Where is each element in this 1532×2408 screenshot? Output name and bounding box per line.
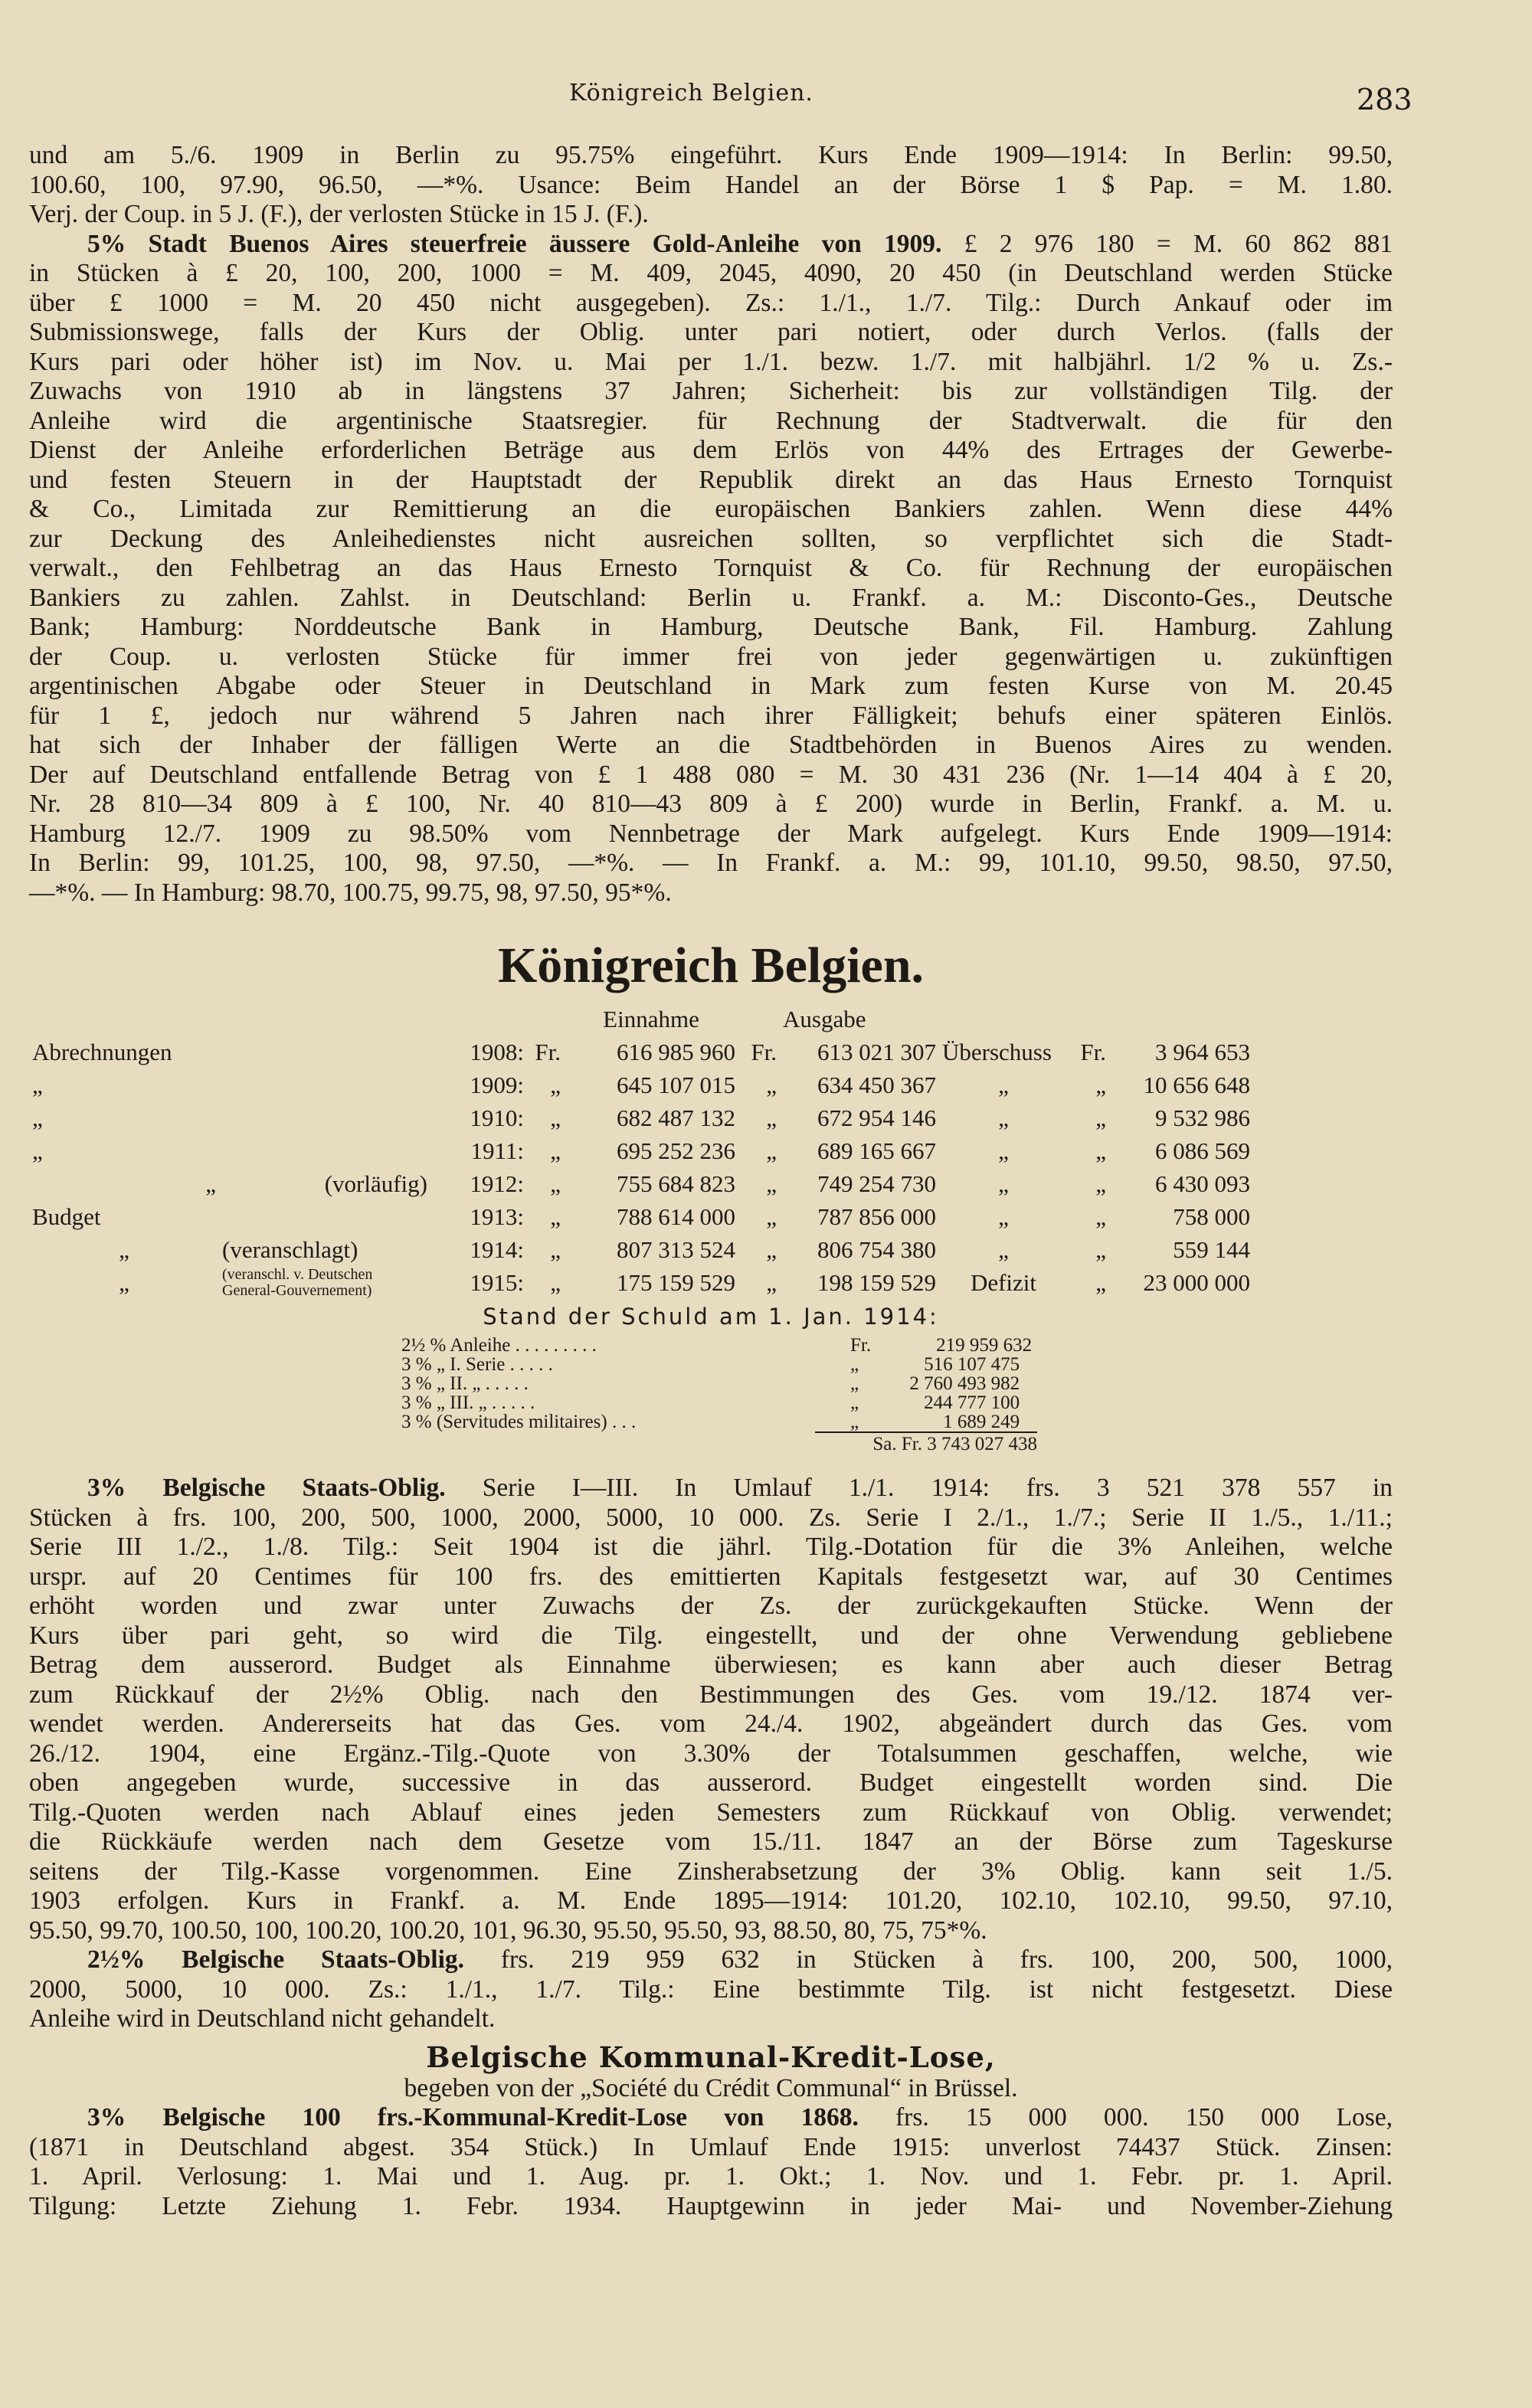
row-diff: 6 086 569: [1155, 1137, 1250, 1164]
debt-row: [401, 1393, 1393, 1412]
text-span: frs. 219 959 632 in Stücken à frs. 100, 200, 500, 1000,: [500, 1945, 1393, 1974]
text-line: 26./12. 1904, eine Ergänz.-Tilg.-Quote von 3.30% der Totalsummen geschaffen, welche, wie: [29, 1739, 1393, 1768]
row-cur: „: [766, 1071, 777, 1098]
debt-label: 3 % (Servitudes militaires) . . .: [401, 1412, 637, 1432]
text-line: Kurs über pari geht, so wird die Tilg. eingestellt, und der ohne Verwendung gebliebene: [29, 1621, 1393, 1650]
table-row: [29, 1036, 1253, 1068]
row-year: 1915:: [470, 1269, 524, 1296]
row-cur: „: [550, 1269, 561, 1296]
table-row: [29, 1167, 1253, 1200]
section-title: Königreich Belgien.: [497, 937, 925, 993]
text-line: und am 5./6. 1909 in Berlin zu 95.75% eingeführt. Kurs Ende 1909—1914: In Berlin: 99.50,: [29, 141, 1393, 169]
page-number: 283: [1357, 83, 1413, 116]
row-label: „: [32, 1137, 43, 1164]
row-sub: [219, 1036, 430, 1068]
budget-table: [29, 1003, 1253, 1299]
text-line: urspr. auf 20 Centimes für 100 frs. des emittierten Kapitals festgesetzt war, auf 30 Centimes: [29, 1562, 1393, 1591]
row-diff: 9 532 986: [1155, 1104, 1250, 1131]
row-year: 1909:: [470, 1071, 524, 1098]
row-einnahme: 788 614 000: [617, 1203, 735, 1230]
row-kind: „: [998, 1104, 1009, 1131]
debt-label: 2½ % Anleihe . . . . . . . . .: [401, 1335, 597, 1356]
text-line: Kurs pari oder höher ist) im Nov. u. Mai per 1./1. bezw. 1./7. mit halbjährl. 1/2 % u. Zs.-: [29, 347, 1393, 376]
text-line: Submissionswege, falls der Kurs der Oblig. unter pari notiert, oder durch Verlos. (falls der: [29, 318, 1393, 346]
text-line: Bankiers zu zahlen. Zahlst. in Deutschland: Berlin u. Frankf. a. M.: Disconto-Ges., Deutsche: [29, 583, 1393, 612]
row-cur: „: [766, 1170, 777, 1197]
text-line: verwalt., den Fehlbetrag an das Haus Ernesto Tornquist & Co. für Rechnung der europäischen: [29, 554, 1393, 582]
row-cur: „: [1095, 1104, 1106, 1131]
row-cur: „: [550, 1170, 561, 1197]
row-year: 1910:: [470, 1104, 524, 1131]
text-line: Nr. 28 810—34 809 à £ 100, Nr. 40 810—43 809 à £ 200) wurde in Berlin, Frankf. a. M. u.: [29, 790, 1393, 818]
text-line: Tilg.-Quoten werden nach Ablauf eines jeden Semesters zum Rückkauf von Oblig. verwendet;: [29, 1798, 1393, 1827]
row-ausgabe: 689 165 667: [817, 1137, 936, 1164]
row-kind: „: [998, 1170, 1009, 1197]
row-diff: 559 144: [1173, 1236, 1250, 1263]
header-title: Königreich Belgien.: [569, 80, 813, 106]
row-einnahme: 682 487 132: [617, 1104, 735, 1131]
text-span: frs. 15 000 000. 150 000 Lose,: [895, 2103, 1393, 2132]
row-cur: „: [766, 1137, 777, 1164]
row-year: 1911:: [470, 1137, 524, 1164]
row-einnahme: 807 313 524: [617, 1236, 735, 1263]
text-line: argentinischen Abgabe oder Steuer in Deutschland in Mark zum festen Kurse von M. 20.45: [29, 672, 1393, 700]
row-year: 1912:: [470, 1170, 524, 1197]
buenos-aires-block: [29, 230, 1393, 908]
text-line: Verj. der Coup. in 5 J. (F.), der verlosten Stücke in 15 J. (F.).: [29, 200, 649, 228]
entry-title: 3% Belgische Staats-Oblig.: [87, 1474, 446, 1502]
row-cur: Fr.: [1080, 1039, 1106, 1065]
row-label: „: [32, 1071, 43, 1098]
row-sub: (veranschl. v. Deutschen General-Gouvernement): [222, 1265, 373, 1299]
text-line: (1871 in Deutschland abgest. 354 Stück.) In Umlauf Ende 1915: unverlost 74437 Stück. Zinsen:: [29, 2132, 1393, 2161]
row-cur: „: [550, 1137, 561, 1164]
debt-value: 244 777 100: [924, 1392, 1020, 1413]
debt-cur: „: [850, 1354, 859, 1375]
text-line: & Co., Limitada zur Remittierung an die europäischen Bankiers zahlen. Wenn diese 44%: [29, 495, 1393, 523]
debt-value: 219 959 632: [936, 1335, 1033, 1356]
row-kind: „: [998, 1071, 1009, 1098]
text-line: seitens der Tilg.-Kasse vorgenommen. Eine Zinsherabsetzung der 3% Oblig. kann seit 1./5.: [29, 1857, 1393, 1886]
text-line: 1903 erfolgen. Kurs in Frankf. a. M. Ende 1895—1914: 101.20, 102.10, 102.10, 99.50, 97.10,: [29, 1886, 1393, 1915]
row-kind: „: [998, 1137, 1009, 1164]
row-label: „: [119, 1269, 129, 1296]
text-line: —*%. — In Hamburg: 98.70, 100.75, 99.75, 98, 97.50, 95*%.: [29, 878, 672, 907]
row-cur: „: [550, 1104, 561, 1131]
text-line: Tilgung: Letzte Ziehung 1. Febr. 1934. Hauptgewinn in jeder Mai- und November-Ziehung: [29, 2191, 1393, 2220]
row-einnahme: 755 684 823: [617, 1170, 735, 1197]
row-einnahme: 175 159 529: [617, 1269, 735, 1296]
row-label: „: [119, 1236, 129, 1263]
row-kind: Defizit: [970, 1269, 1037, 1296]
text-line: Hamburg 12./7. 1909 zu 98.50% vom Nennbetrage der Mark aufgelegt. Kurs Ende 1909—1914:: [29, 819, 1393, 848]
debt-cur: Fr.: [850, 1335, 872, 1356]
row-kind: „: [998, 1236, 1009, 1263]
kommunal-subtitle: begeben von der „Société du Crédit Communal“ in Brüssel.: [404, 2073, 1018, 2102]
text-line: [29, 2103, 1393, 2133]
debt-row: [401, 1336, 1393, 1355]
text-line: hat sich der Inhaber der fälligen Werte an die Stadtbehörden in Buenos Aires zu wenden.: [29, 731, 1393, 759]
row-diff: 3 964 653: [1155, 1039, 1250, 1065]
text-line: in Stücken à £ 20, 100, 200, 1000 = M. 409, 2045, 4090, 20 450 (in Deutschland werden Stücke: [29, 259, 1393, 287]
entry-title: 3% Belgische 100 frs.-Kommunal-Kredit-Lose von 1868.: [87, 2103, 859, 2132]
text-line: Anleihe wird die argentinische Staatsregier. für Rechnung der Stadtverwalt. die für den: [29, 406, 1393, 435]
row-cur: „: [1095, 1236, 1106, 1263]
row-year: 1913:: [470, 1203, 524, 1230]
text-span: Serie I—III. In Umlauf 1./1. 1914: frs. 3 521 378 557 in: [482, 1474, 1393, 1502]
row-diff: 6 430 093: [1155, 1170, 1250, 1197]
row-cur: „: [766, 1236, 777, 1263]
row-ausgabe: 634 450 367: [817, 1071, 936, 1098]
text-line: Bank; Hamburg: Norddeutsche Bank in Hamburg, Deutsche Bank, Fil. Hamburg. Zahlung: [29, 613, 1393, 641]
text-line: erhöht worden und zwar unter Zuwachs der Zs. der zurückgekauften Stücke. Wenn der: [29, 1592, 1393, 1620]
page: [29, 0, 1413, 2221]
row-ausgabe: 613 021 307: [817, 1039, 936, 1065]
staats25-block: [29, 1945, 1393, 2034]
kommunal-block: [29, 2040, 1393, 2222]
debt-title: Stand der Schuld am 1. Jan. 1914:: [483, 1304, 939, 1330]
text-line: der Coup. u. verlosten Stücke für immer frei von jeder gegenwärtigen u. zukünftigen: [29, 642, 1393, 671]
text-line: zum Rückkauf der 2½% Oblig. nach den Bestimmungen des Ges. vom 19./12. 1874 ver-: [29, 1680, 1393, 1709]
row-cur: „: [550, 1071, 561, 1098]
row-cur: „: [1095, 1269, 1106, 1296]
text-line: 1. April. Verlosung: 1. Mai und 1. Aug. pr. 1. Okt.; 1. Nov. und 1. Febr. pr. 1. April.: [29, 2162, 1393, 2190]
debt-cur: „: [850, 1373, 859, 1394]
row-label: Budget: [32, 1203, 101, 1230]
row-cur: Fr.: [535, 1039, 561, 1065]
text-line: Serie III 1./2., 1./8. Tilg.: Seit 1904 ist die jährl. Tilg.-Dotation für die 3% Anleihen, welche: [29, 1533, 1393, 1561]
intro-block: [29, 141, 1393, 230]
text-line: für 1 £, jedoch nur während 5 Jahren nach ihrer Fälligkeit; behufs einer späteren Einlös.: [29, 701, 1393, 730]
row-ausgabe: 749 254 730: [817, 1170, 936, 1197]
debt-cur: „: [850, 1412, 859, 1432]
debt-cur: „: [850, 1392, 859, 1413]
debt-value: 2 760 493 982: [909, 1373, 1020, 1394]
row-sub: [219, 1068, 430, 1101]
row-kind: „: [998, 1203, 1009, 1230]
text-line: [29, 1474, 1393, 1503]
row-year: 1908:: [470, 1039, 524, 1065]
kommunal-title: Belgische Kommunal-Kredit-Lose,: [426, 2040, 996, 2074]
row-sub: [219, 1134, 430, 1167]
text-line: In Berlin: 99, 101.25, 100, 98, 97.50, —*%. — In Frankf. a. M.: 99, 101.10, 99.50, 98.50, 97.50,: [29, 849, 1393, 877]
row-einnahme: 616 985 960: [617, 1039, 735, 1065]
row-ausgabe: 787 856 000: [817, 1203, 936, 1230]
text-line: Stücken à frs. 100, 200, 500, 1000, 2000, 5000, 10 000. Zs. Serie I 2./1., 1./7.; Serie II 1./5., 1./11.;: [29, 1503, 1393, 1532]
row-kind: Überschuss: [942, 1039, 1052, 1065]
text-line: Dienst der Anleihe erforderlichen Beträge aus dem Erlös von 44% des Ertrages der Gewerbe-: [29, 436, 1393, 464]
text-line: die Rückkäufe werden nach dem Gesetze vom 15./11. 1847 an der Börse zum Tageskurse: [29, 1827, 1393, 1856]
row-einnahme: 695 252 236: [617, 1137, 735, 1164]
row-cur: „: [1095, 1203, 1106, 1230]
table-row: [29, 1134, 1253, 1167]
debt-table: [401, 1336, 1393, 1454]
table-row: [29, 1233, 1253, 1266]
text-line: zur Deckung des Anleihedienstes nicht ausreichen sollten, so verpflichtet sich die Stadt-: [29, 524, 1393, 553]
text-line: [29, 230, 1393, 260]
text-line: Betrag dem ausserord. Budget als Einnahme überwiesen; es kann aber auch dieser Betrag: [29, 1651, 1393, 1679]
row-einnahme: 645 107 015: [617, 1071, 735, 1098]
row-diff: 10 656 648: [1143, 1071, 1250, 1098]
text-line: Der auf Deutschland entfallende Betrag von £ 1 488 080 = M. 30 431 236 (Nr. 1—14 404 à £ 20,: [29, 760, 1393, 789]
col-ausgabe: Ausgabe: [783, 1006, 866, 1032]
budget-header-row: [29, 1003, 1253, 1036]
debt-label: 3 % „ III. „ . . . . .: [401, 1392, 535, 1413]
row-cur: „: [766, 1104, 777, 1131]
entry-title: 5% Stadt Buenos Aires steuerfreie äussere Gold-Anleihe von 1909.: [87, 229, 942, 258]
text-line: Anleihe wird in Deutschland nicht gehandelt.: [29, 2004, 496, 2033]
table-row: [29, 1200, 1253, 1233]
debt-row: [401, 1355, 1393, 1374]
text-line: 2000, 5000, 10 000. Zs.: 1./1., 1./7. Tilg.: Eine bestimmte Tilg. ist nicht festgesetzt. Diese: [29, 1974, 1393, 2004]
text-line: 100.60, 100, 97.90, 96.50, —*%. Usance: Beim Handel an der Börse 1 $ Pap. = M. 1.80.: [29, 170, 1393, 199]
table-row: [29, 1068, 1253, 1101]
text-line: [29, 1945, 1393, 1975]
row-cur: „: [1095, 1137, 1106, 1164]
debt-total: Sa. Fr. 3 743 027 438: [815, 1431, 1037, 1454]
col-einnahme: Einnahme: [603, 1006, 699, 1032]
debt-row: [401, 1374, 1393, 1393]
debt-label: 3 % „ I. Serie . . . . .: [401, 1354, 553, 1375]
debt-value: 1 689 249: [943, 1412, 1020, 1432]
row-ausgabe: 672 954 146: [817, 1104, 936, 1131]
debt-row: [401, 1412, 1393, 1431]
staats3-block: [29, 1474, 1393, 1945]
row-label: „: [205, 1170, 216, 1197]
text-line: oben angegeben wurde, successive in das ausserord. Budget eingestellt worden sind. Die: [29, 1768, 1393, 1797]
text-line: 95.50, 99.70, 100.50, 100, 100.20, 100.20, 101, 96.30, 95.50, 95.50, 93, 88.50, 80, 75, 75*%.: [29, 1916, 987, 1945]
row-sub: [219, 1200, 430, 1233]
row-year: 1914:: [470, 1236, 524, 1263]
row-cur: „: [766, 1269, 777, 1296]
row-cur: „: [1095, 1071, 1106, 1098]
row-ausgabe: 198 159 529: [817, 1269, 936, 1296]
text-line: über £ 1000 = M. 20 450 nicht ausgegeben). Zs.: 1./1., 1./7. Tilg.: Durch Ankauf oder im: [29, 288, 1393, 317]
row-diff: 23 000 000: [1143, 1269, 1250, 1296]
text-line: wendet werden. Andererseits hat das Ges. vom 24./4. 1902, abgeändert durch das Ges. vom: [29, 1709, 1393, 1738]
row-diff: 758 000: [1173, 1203, 1250, 1230]
row-cur: „: [550, 1203, 561, 1230]
table-row: [29, 1266, 1253, 1299]
text-line: und festen Steuern in der Hauptstadt der Republik direkt an das Haus Ernesto Tornquist: [29, 465, 1393, 494]
row-cur: „: [766, 1203, 777, 1230]
row-cur: „: [1095, 1170, 1106, 1197]
row-cur: „: [550, 1236, 561, 1263]
row-ausgabe: 806 754 380: [817, 1236, 936, 1263]
running-header: [29, 0, 1413, 116]
row-sub: [219, 1101, 430, 1134]
row-label: „: [32, 1104, 43, 1131]
row-sub: (veranschlagt): [222, 1236, 358, 1263]
entry-title: 2½% Belgische Staats-Oblig.: [87, 1945, 465, 1974]
text-span: £ 2 976 180 = M. 60 862 881: [964, 229, 1393, 258]
row-cur: Fr.: [751, 1039, 777, 1065]
debt-value: 516 107 475: [924, 1354, 1020, 1375]
debt-label: 3 % „ II. „ . . . . .: [401, 1373, 529, 1394]
row-sub: (vorläufig): [324, 1170, 427, 1197]
table-row: [29, 1101, 1253, 1134]
row-label: Abrechnungen: [32, 1039, 172, 1065]
text-line: Zuwachs von 1910 ab in längstens 37 Jahren; Sicherheit: bis zur vollständigen Tilg. der: [29, 377, 1393, 405]
